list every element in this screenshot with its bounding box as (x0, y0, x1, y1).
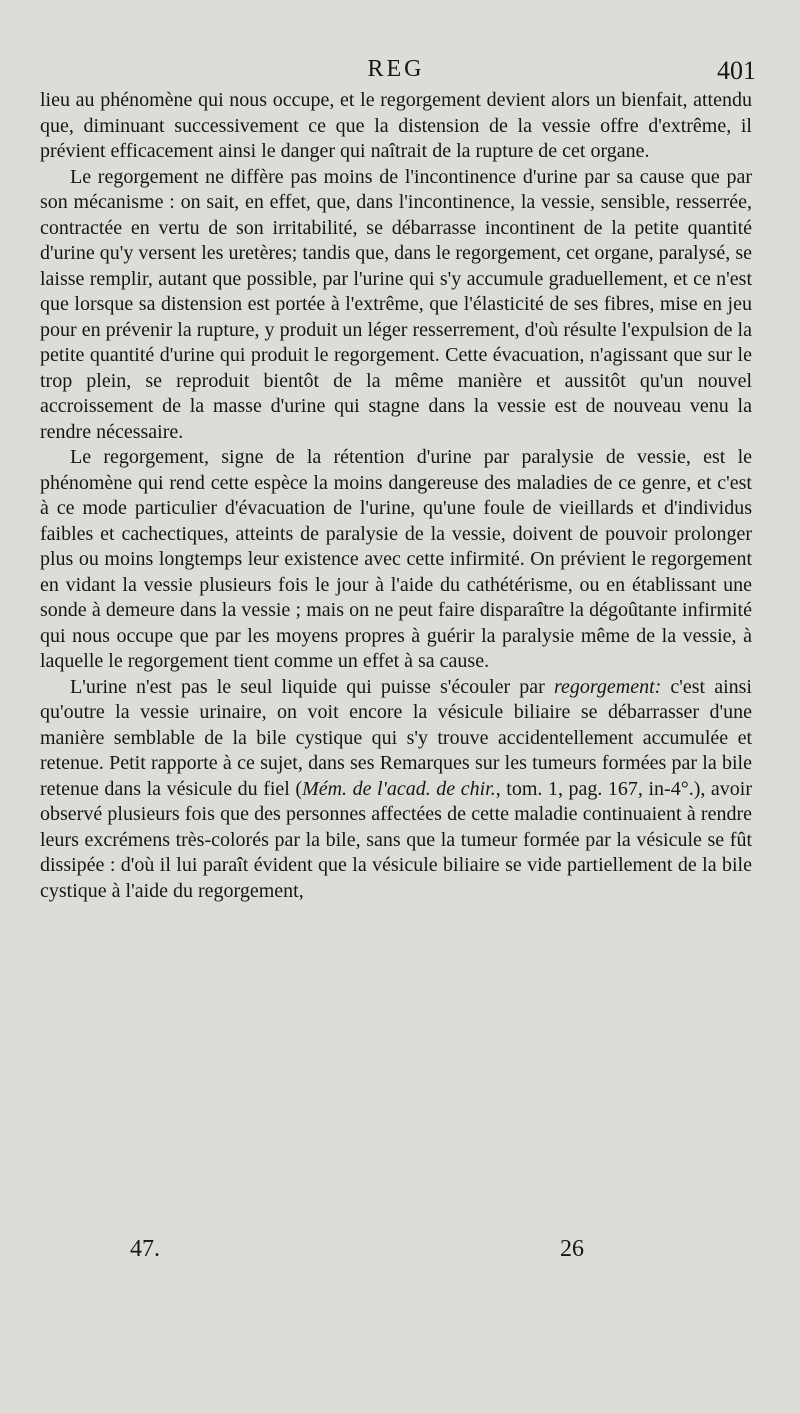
running-title: REG (367, 56, 425, 82)
paragraph-4-citation: Mém. de l'acad. de chir. (302, 777, 496, 800)
gathering-mark: 26 (560, 1236, 584, 1262)
paragraph-2: Le regorgement ne diffère pas moins de l'incontinence d'urine par sa cause que par son mécanisme : on sait, en effet, que, dans l'incontinence, la vessie, sensible, resserrée, contractée en vertu de son irritabilité, se débarrasse incontinent de la petite quantité d'urine qu'y versent les uretères; tandis que, dans le regorgement, cet organe, paralysé, se laisse remplir, autant que possible, par l'urine qui s'y accumule graduellement, et ce n'est que lorsque sa distension est portée à l'extrême, que l'élasticité de ses fibres, mise en jeu pour en prévenir la rupture, y produit un léger resserrement, d'où résulte l'expulsion de la petite quantité d'urine qui produit le regorgement. Cette évacuation, n'agissant que sur le trop plein, se reproduit bientôt de la même manière et aussitôt qu'un nouvel accroissement de la masse d'urine qui stagne dans la vessie est de nouveau venu la rendre nécessaire. (40, 165, 752, 443)
page-footer (40, 1236, 752, 1266)
paragraph-3: Le regorgement, signe de la rétention d'urine par paralysie de vessie, est le phénomène qui rend cette espèce la moins dangereuse des maladies de ce genre, et c'est à ce mode particulier d'évacuation de l'urine, qu'une foule de vieillards et d'individus faibles et cachectiques, atteints de paralysie de la vessie, doivent de pouvoir prolonger plus ou moins longtemps leur existence avec cette infirmité. On prévient le regorgement en vidant la vessie plusieurs fois le jour à l'aide du cathétérisme, ou en établissant une sonde à demeure dans la vessie ; mais on ne peut faire disparaître la dégoûtante infirmité qui nous occupe que par les moyens propres à guérir la paralysie même de la vessie, à laquelle le regorgement tient comme un effet à sa cause. (40, 446, 752, 672)
body-text (40, 88, 752, 904)
paragraph-1: lieu au phénomène qui nous occupe, et le regorgement devient alors un bienfait, attendu que, diminuant successivement ce que la distension de la vessie offre d'extrême, il prévient efficacement ainsi le danger qui naîtrait de la rupture de cet organe. (40, 89, 752, 162)
paragraph-4-part-c: , tom. 1, pag. 167, in-4°.), avoir observé plusieurs fois que des personnes affectées de cette maladie continuaient à rendre leurs excrémens très-colorés par la bile, sans que la tumeur formée par la vésicule se fût dissipée : d'où il lui paraît évident que la vésicule biliaire se vide partiellement de la bile cystique à l'aide du regorgement, (40, 777, 752, 902)
paragraph-4 (40, 675, 752, 905)
paragraph-4-part-b: c'est ainsi qu'outre la vessie urinaire, on voit encore la vésicule biliaire se débarrasser d'une manière semblable de la bile cystique qui s'y trouve accidentellement accumulée et retenue. Petit rapporte à ce sujet, dans ses Remarques sur les tumeurs formées par la bile retenue dans la vésicule du fiel ( (40, 675, 752, 800)
paragraph-4-part-a: L'urine n'est pas le seul liquide qui puisse s'écouler par (70, 675, 554, 698)
signature-mark: 47. (130, 1236, 160, 1262)
running-head (40, 56, 756, 92)
page-number: 401 (717, 56, 756, 85)
paragraph-4-italic-term: regorgement: (553, 675, 662, 698)
